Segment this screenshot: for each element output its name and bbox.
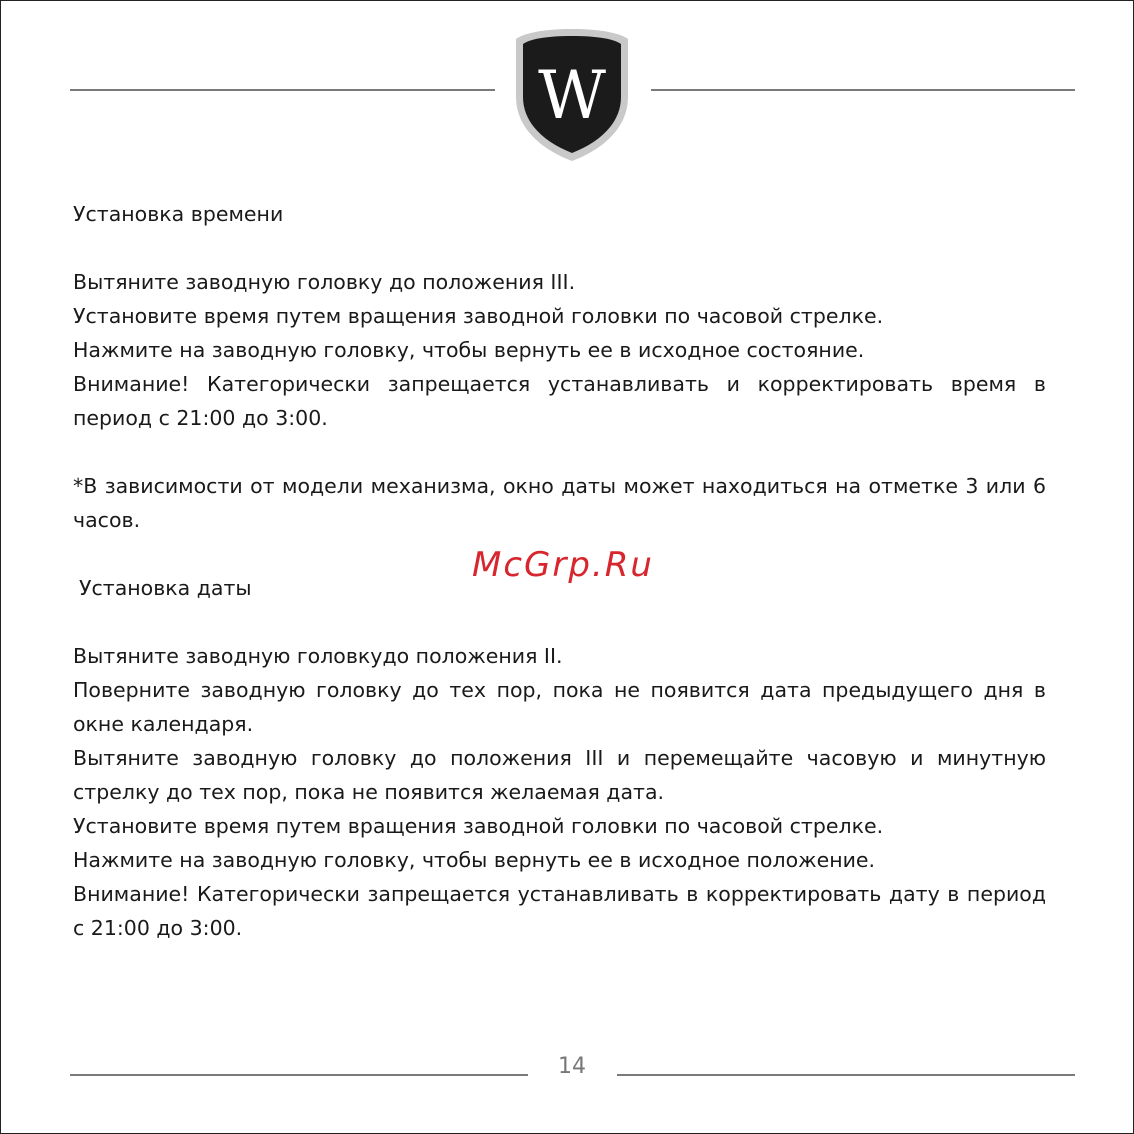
logo-letter: W xyxy=(538,57,606,134)
header-rule-right xyxy=(651,89,1075,91)
date-step-1: Вытяните заводную головкудо положения II. xyxy=(73,644,563,668)
date-window-note: *В зависимости от модели механизма, окно даты может находиться на отметке 3 или 6 часов. xyxy=(73,474,1046,532)
time-warning: Внимание! Категорически запрещается устанавливать и корректировать время в период с 21:00 до 3:00. xyxy=(73,372,1046,430)
date-step-4: Установите время путем вращения заводной головки по часовой стрелке. xyxy=(73,814,884,838)
date-step-5: Нажмите на заводную головку, чтобы вернуть ее в исходное положение. xyxy=(73,848,876,872)
time-step-2: Установите время путем вращения заводной головки по часовой стрелке. xyxy=(73,304,884,328)
date-warning: Внимание! Категорически запрещается устанавливать в корректировать дату в период с 21:00 до 3:00. xyxy=(73,882,1046,940)
date-step-2: Поверните заводную головку до тех пор, пока не появится дата предыдущего дня в окне календаря. xyxy=(73,678,1046,736)
footer-rule-left xyxy=(70,1074,528,1076)
footer-rule-right xyxy=(617,1074,1075,1076)
shield-logo-icon xyxy=(514,27,630,163)
time-step-3: Нажмите на заводную головку, чтобы вернуть ее в исходное состояние. xyxy=(73,338,865,362)
date-step-3: Вытяните заводную головку до положения III и перемещайте часовую и минутную стрелку до тех пор, пока не появится желаемая дата. xyxy=(73,746,1046,804)
header-rule-left xyxy=(70,89,495,91)
section-heading-date: Установка даты xyxy=(79,576,252,600)
time-step-1: Вытяните заводную головку до положения III. xyxy=(73,270,576,294)
section-heading-time: Установка времени xyxy=(73,202,284,226)
page-number: 14 xyxy=(558,1054,586,1079)
watermark-text: McGrp.Ru xyxy=(472,545,654,585)
